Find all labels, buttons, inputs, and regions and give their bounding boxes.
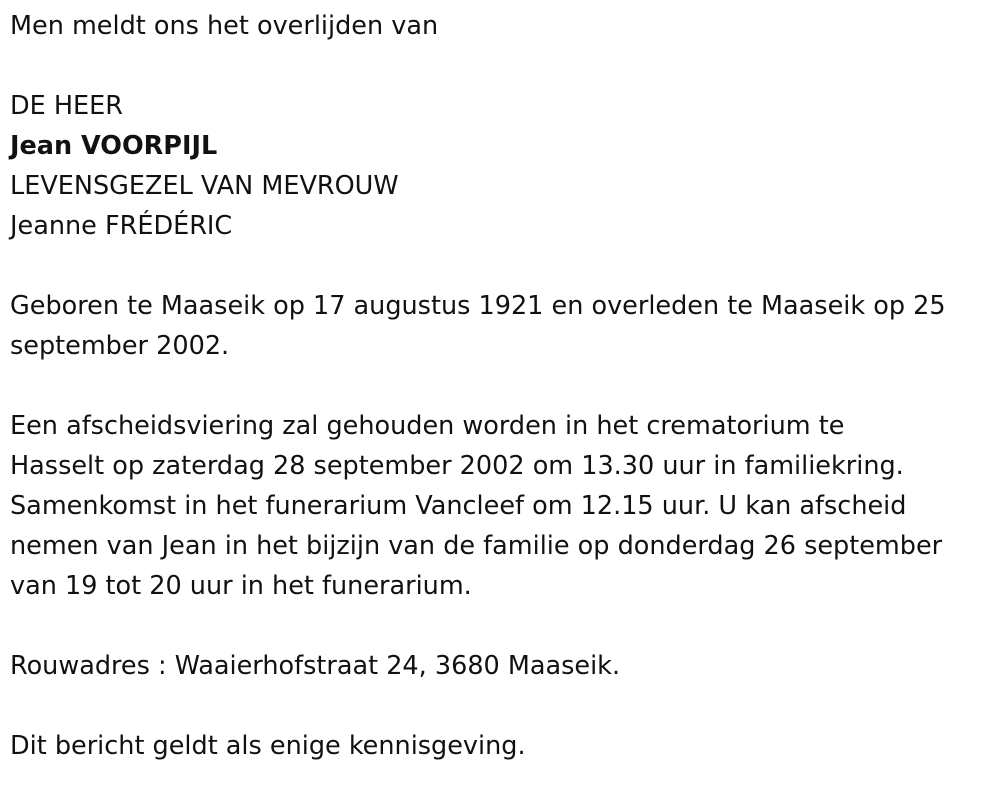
honorific: DE HEER (10, 91, 123, 121)
spacer (10, 246, 995, 286)
partner-label: LEVENSGEZEL VAN MEVROUW (10, 171, 399, 201)
ceremony-line: Een afscheidsviering zal gehouden worden in het crematorium te (10, 411, 845, 441)
spacer (10, 606, 995, 646)
ceremony-line: van 19 tot 20 uur in het funerarium. (10, 571, 472, 601)
ceremony-line: Hasselt op zaterdag 28 september 2002 om 13.30 uur in familiekring. (10, 451, 904, 481)
deceased-name: Jean VOORPIJL (10, 131, 218, 161)
birth-death-line: september 2002. (10, 331, 230, 361)
spacer (10, 366, 995, 406)
mourning-address: Rouwadres : Waaierhofstraat 24, 3680 Maaseik. (10, 651, 621, 681)
death-notice (10, 6, 995, 766)
intro-line: Men meldt ons het overlijden van (10, 11, 439, 41)
ceremony-line: Samenkomst in het funerarium Vancleef om 12.15 uur. U kan afscheid (10, 491, 907, 521)
spacer (10, 686, 995, 726)
spacer (10, 46, 995, 86)
closing-line: Dit bericht geldt als enige kennisgeving. (10, 731, 526, 761)
ceremony-line: nemen van Jean in het bijzijn van de familie op donderdag 26 september (10, 531, 943, 561)
partner-name: Jeanne FRÉDÉRIC (10, 211, 233, 241)
birth-death-line: Geboren te Maaseik op 17 augustus 1921 en overleden te Maaseik op 25 (10, 291, 946, 321)
